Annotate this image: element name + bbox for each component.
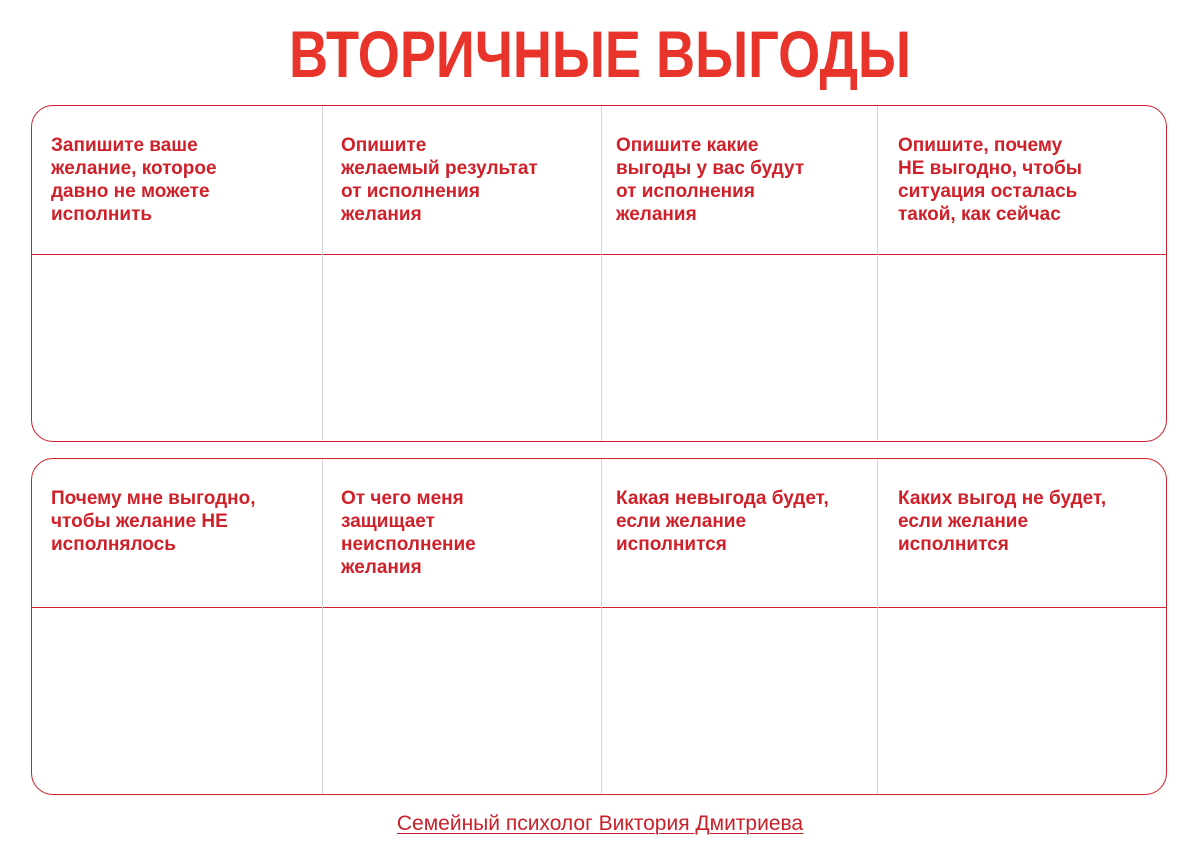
answer-cell-lost-benefits[interactable] [878, 608, 1166, 795]
answer-cell-wish[interactable] [32, 255, 322, 442]
header-cell-wish: Запишите ваше желание, которое давно не можете исполнить [51, 135, 217, 225]
answer-cell-why-beneficial[interactable] [32, 608, 322, 795]
header-cell-lost-benefits: Каких выгод не будет, если желание исполнится [898, 488, 1107, 555]
answer-cell-benefits[interactable] [602, 255, 877, 442]
header-row [32, 459, 1166, 608]
header-row [32, 106, 1166, 255]
worksheet-table-1 [31, 105, 1167, 442]
answer-cell-result[interactable] [323, 255, 601, 442]
header-cell-protects-from: От чего меня защищает неисполнение желания [341, 488, 476, 578]
header-cell-benefits: Опишите какие выгоды у вас будут от исполнения желания [616, 135, 805, 225]
header-cell-why-beneficial: Почему мне выгодно, чтобы желание НЕ исполнялось [51, 488, 256, 555]
header-cell-disadvantage: Какая невыгода будет, если желание исполнится [616, 488, 829, 555]
author-link[interactable]: Семейный психолог Виктория Дмитриева [396, 812, 804, 835]
answer-cell-protects-from[interactable] [323, 608, 601, 795]
answer-cell-not-beneficial[interactable] [878, 255, 1166, 442]
worksheet-table-2 [31, 458, 1167, 795]
header-cell-result: Опишите желаемый результат от исполнения желания [341, 135, 538, 225]
answer-cell-disadvantage[interactable] [602, 608, 877, 795]
footer [0, 812, 1200, 836]
header-cell-not-beneficial: Опишите, почему НЕ выгодно, чтобы ситуация осталась такой, как сейчас [898, 135, 1082, 225]
page-title: ВТОРИЧНЫЕ ВЫГОДЫ [288, 17, 912, 91]
